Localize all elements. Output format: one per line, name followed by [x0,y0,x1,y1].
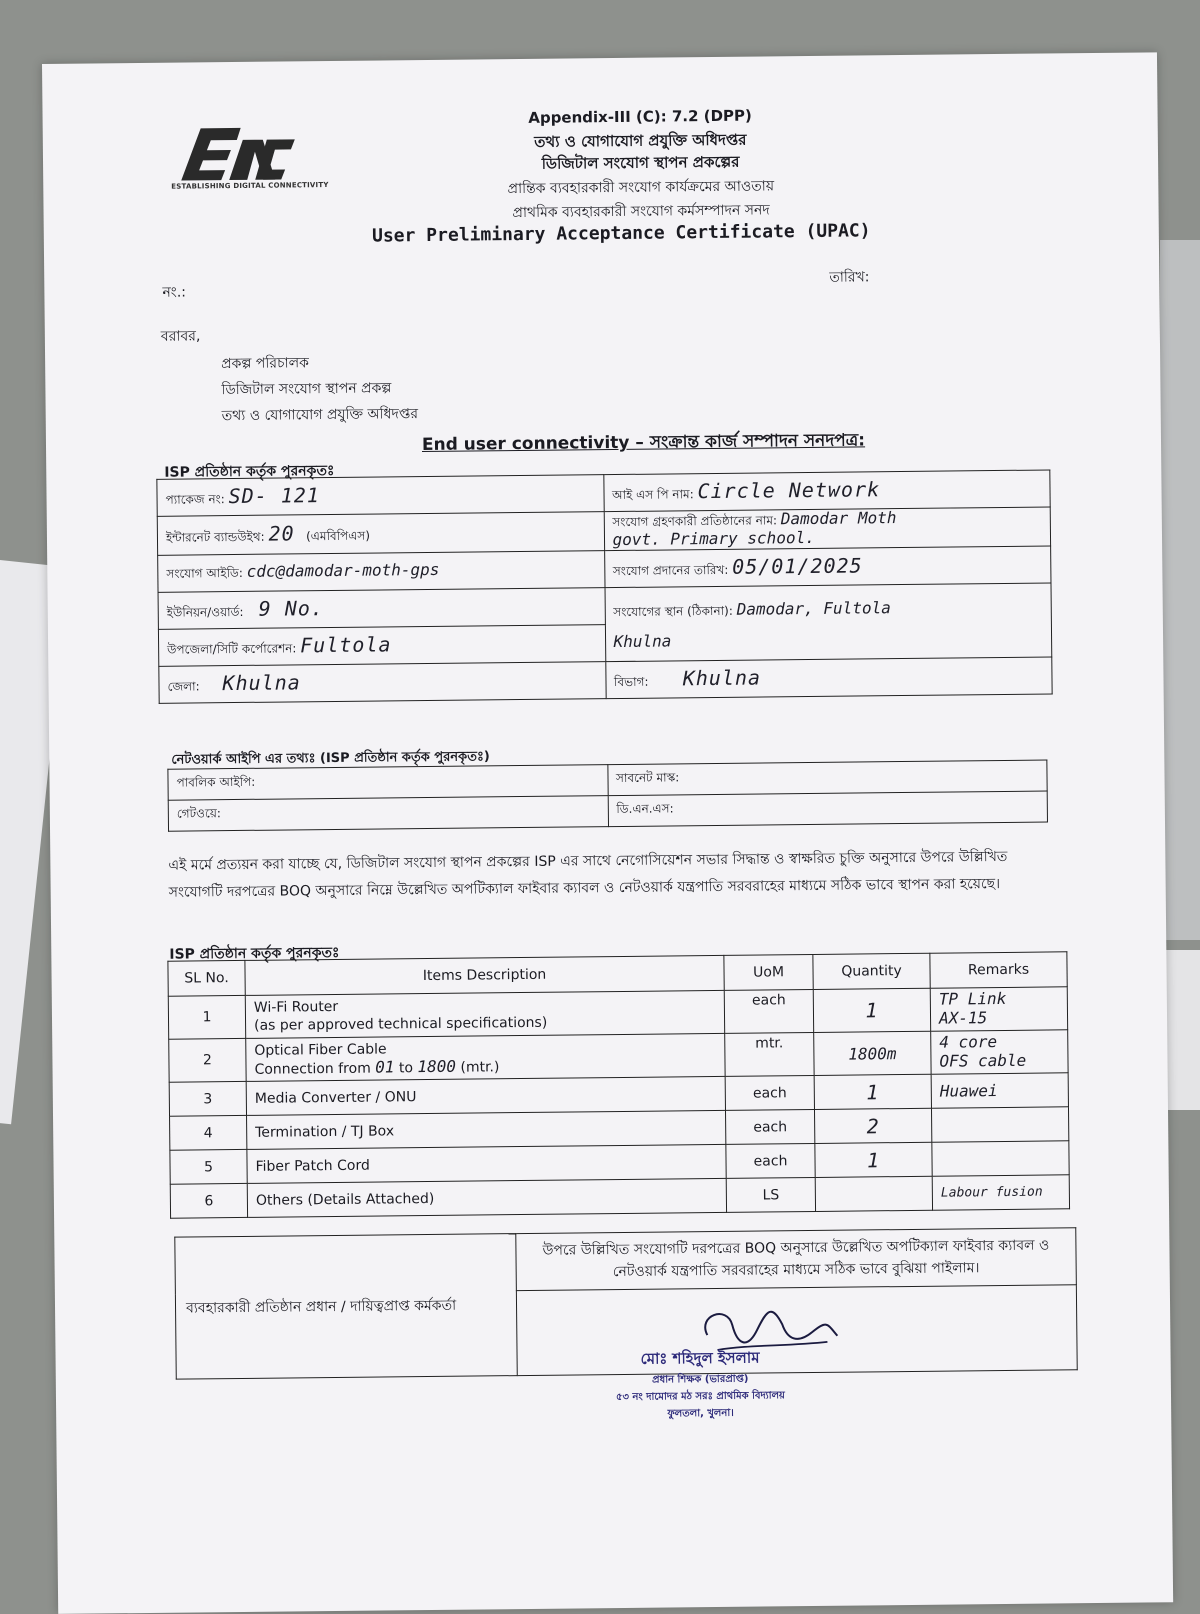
item-note-unit: (mtr.) [455,1058,500,1076]
row-remarks: Huawei [931,1073,1068,1108]
row-description: Termination / TJ Box [247,1110,726,1149]
item-name: Optical Fiber Cable [254,1040,387,1059]
row-description: Others (Details Attached) [247,1178,726,1217]
official-stamp [615,1346,785,1424]
header-sl: SL No. [168,960,245,996]
row-quantity: 1800m [814,1031,931,1075]
row-uom: each [725,1109,814,1144]
upazila-label: উপজেলা/সিটি কর্পোরেশন: [167,640,297,657]
union-value: 9 No. [258,595,325,621]
public-ip-label: পাবলিক আইপি: [168,765,608,801]
row-remarks [932,1141,1069,1176]
header-description: Items Description [245,955,724,995]
row-quantity: 2 [814,1108,931,1143]
remarks-line-1: 4 core [939,1032,998,1052]
division-cell [605,657,1052,699]
connection-date-value: 05/01/2025 [732,552,863,579]
item-name: Wi-Fi Router [253,998,339,1016]
date-label: তারিখ: [829,269,870,286]
row-quantity [815,1176,932,1211]
certificate-bangla-title: প্রাথমিক ব্যবহারকারী সংযোগ কর্মসম্পাদন সনদ [512,202,770,222]
acknowledgement-text: উপরে উল্লিখিত সংযোগটি দরপত্রের BOQ অনুসারে উল্লেখিত অপটিক্যাল ফাইবার ক্যাবল ও নেটওয়ার্ক যন্ত্রপাতি সরবরাহের মাধ্যমে সঠিক ভাবে বুঝিয়া পাইলাম। [516,1228,1077,1291]
division-label: বিভাগ: [613,674,649,689]
row-quantity: 1 [814,1074,931,1109]
row-uom: each [726,1143,815,1178]
row-description: Fiber Patch Cord [247,1144,726,1183]
dns-label: ডি.এন.এস: [608,791,1048,827]
package-cell [157,475,604,517]
union-cell [158,588,605,630]
row-remarks [930,987,1067,1031]
row-sl: 1 [168,995,245,1039]
background-surface [1160,240,1200,940]
row-sl: 6 [170,1183,247,1218]
package-label: প্যাকেজ নং: [165,491,225,507]
location-value: Damodar, Fultola [736,598,891,619]
remarks-line-2: AX-15 [938,1008,988,1028]
bandwidth-label: ইন্টারনেট ব্যান্ডউইথ: [165,529,265,545]
logo-caption: ESTABLISHING DIGITAL CONNECTIVITY [171,181,329,191]
union-label: ইউনিয়ন/ওয়ার্ড: [166,604,244,620]
package-value: SD- 121 [228,482,321,508]
header-uom: UoM [724,954,813,990]
subject-heading: End user connectivity – সংক্রান্ত কার্জ সম্পাদন সনদপত্র: [421,430,866,456]
row-description: Media Converter / ONU [246,1076,725,1115]
location-cell [605,583,1052,662]
cable-to-value: 1800 [417,1056,457,1076]
header-remarks: Remarks [930,952,1067,988]
addressee-line-1: প্রকল্প পরিচালক [221,355,309,373]
gateway-label: গেটওয়ে: [168,796,608,832]
table-row [158,583,1051,629]
program-name: প্রান্তিক ব্যবহারকারী সংযোগ কার্যক্রমের আওতায় [507,178,775,198]
network-section-label: নেটওয়ার্ক আইপি এর তথ্যঃ (ISP প্রতিষ্ঠান কর্তৃক পুরনকৃতঃ) [171,749,490,768]
addressee-line-2: ডিজিটাল সংযোগ স্থাপন প্রকল্প [221,380,392,399]
recipient-value: Damodar Moth [780,508,897,529]
department-name: তথ্য ও যোগাযোগ প্রযুক্তি অধিদপ্তর [534,130,747,151]
district-cell [159,662,606,704]
row-remarks [931,1107,1068,1142]
row-uom: mtr. [725,1032,814,1076]
item-note-to: to [394,1059,418,1076]
remarks-line-2: OFS cable [939,1050,1027,1071]
header-quantity: Quantity [813,953,930,989]
division-value: Khulna [682,665,762,690]
items-table [167,951,1070,1218]
connection-id-label: সংযোগ আইডি: [166,565,243,581]
isp-cell [603,470,1050,512]
recipient-cell [604,507,1051,551]
official-label: ব্যবহারকারী প্রতিষ্ঠান প্রধান / দায়িত্বপ্রাপ্ত কর্মকর্তা [175,1234,517,1380]
certification-paragraph: এই মর্মে প্রত্যয়ন করা যাচ্ছে যে, ডিজিটাল সংযোগ স্থাপন প্রকল্পের ISP এর সাথে নেগোসিয়েশন সভার সিদ্ধান্ত ও স্বাক্ষরিত চুক্তি অনুসারে উপরে উল্লিখিত সংযোগটি দরপত্রের BOQ অনুসারে নিম্নে উল্লেখিত অপটিক্যাল ফাইবার ক্যাবল ও নেটওয়ার্ক যন্ত্রপাতি সরবরাহের মাধ্যমে সঠিক ভাবে স্থাপন করা হয়েছে। [168,848,1008,901]
row-description [246,1033,725,1081]
item-note: (as per approved technical specifications) [253,1014,548,1034]
district-value: Khulna [222,669,301,695]
row-uom: each [724,989,813,1033]
row-uom: each [725,1075,814,1110]
cable-from-value: 01 [375,1056,395,1077]
addressee-to: বরাবর, [160,328,201,345]
connection-date-cell [604,546,1051,588]
location-label: সংযোগের স্থান (ঠিকানা): [613,603,733,620]
stamp-place: ফুলতলা, খুলনা। [667,1407,734,1420]
addressee-line-3: তথ্য ও যোগাযোগ প্রযুক্তি অধিদপ্তর [221,406,419,425]
stamp-name: মোঃ শহিদুল ইসলাম [640,1348,760,1368]
district-label: জেলা: [167,678,200,694]
upazila-value: Fultola [300,631,392,657]
connection-id-cell [158,551,605,593]
project-name: ডিজিটাল সংযোগ স্থাপন প্রকল্পের [541,152,740,173]
bandwidth-cell [157,512,604,556]
reference-number-label: নং.: [162,284,187,301]
document-page [42,52,1173,1614]
isp-label: আই এস পি নাম: [611,486,694,502]
table-row [175,1228,1077,1294]
row-sl: 4 [170,1115,247,1150]
bandwidth-unit: (এমবিপিএস) [305,528,371,543]
row-sl: 5 [170,1149,247,1184]
connection-date-label: সংযোগ প্রদানের তারিখ: [612,562,729,578]
row-remarks [931,1030,1068,1074]
stamp-designation: প্রধান শিক্ষক (ভারপ্রাপ্ত) [652,1373,749,1386]
recipient-value-line-2: govt. Primary school. [612,527,815,550]
row-sl: 2 [169,1038,246,1082]
appendix-title: Appendix-III (C): 7.2 (DPP) [528,106,752,127]
recipient-label: সংযোগ গ্রহণকারী প্রতিষ্ঠানের নাম: [612,513,778,530]
bandwidth-value: 20 [268,520,295,546]
row-sl: 3 [169,1081,246,1116]
row-quantity: 1 [813,988,930,1032]
connection-id-value: cdc@damodar-moth-gps [246,559,440,581]
isp-section-label: ISP প্রতিষ্ঠান কর্তৃক পুরনকৃতঃ [164,462,335,481]
items-section-label: ISP প্রতিষ্ঠান কর্তৃক পুরনকৃতঃ [169,944,340,963]
table-row [159,657,1052,703]
row-remarks: Labour fusion [932,1175,1069,1210]
remarks-line-1: TP Link [938,988,1007,1009]
stamp-school: ৫৩ নং দামোদর মঠ সরঃ প্রাথমিক বিদ্যালয় [615,1390,785,1404]
item-note-prefix: Connection from [254,1060,376,1078]
signature-cell [516,1285,1077,1376]
connection-info-table [156,469,1052,703]
row-uom: LS [726,1177,815,1212]
certificate-title: User Preliminary Acceptance Certificate (UPAC) [371,220,871,247]
upazila-cell [158,625,605,667]
subnet-label: সাবনেট মাস্ক: [607,760,1047,796]
row-description [245,990,724,1038]
isp-value: Circle Network [697,476,881,503]
location-value-line-2: Khulna [613,631,672,652]
row-quantity: 1 [815,1142,932,1177]
network-info-table [167,760,1048,832]
